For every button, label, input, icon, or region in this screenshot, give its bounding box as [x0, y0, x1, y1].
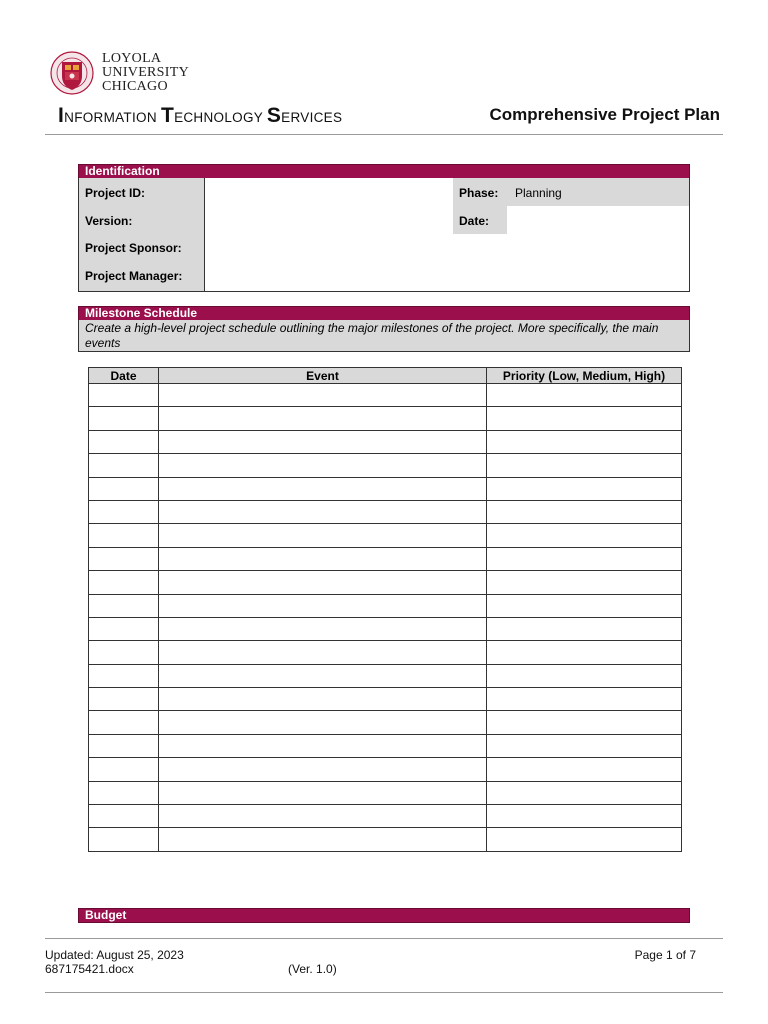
dept-initial-t: T — [160, 104, 175, 127]
phase-label: Phase: — [459, 186, 499, 200]
logo-line-3: CHICAGO — [102, 79, 168, 94]
date-label: Date: — [459, 214, 490, 228]
priority-cell[interactable] — [487, 664, 682, 687]
table-row — [89, 477, 682, 500]
priority-cell[interactable] — [487, 758, 682, 781]
date-cell[interactable] — [89, 547, 159, 570]
table-row — [89, 828, 682, 851]
footer-updated: Updated: August 25, 2023 — [45, 948, 184, 962]
table-row — [89, 571, 682, 594]
event-cell[interactable] — [159, 734, 487, 757]
table-row — [89, 594, 682, 617]
university-logo-text — [102, 52, 189, 94]
priority-cell[interactable] — [487, 594, 682, 617]
priority-cell[interactable] — [487, 407, 682, 430]
priority-cell[interactable] — [487, 477, 682, 500]
table-row — [89, 688, 682, 711]
footer-top-divider — [45, 938, 723, 939]
event-cell[interactable] — [159, 594, 487, 617]
footer-bottom-divider — [45, 992, 723, 993]
milestone-table-header — [89, 368, 682, 384]
column-header-priority: Priority (Low, Medium, High) — [487, 368, 682, 384]
table-row — [89, 641, 682, 664]
date-cell[interactable] — [89, 571, 159, 594]
budget-heading: Budget — [78, 908, 690, 923]
date-cell[interactable] — [89, 664, 159, 687]
event-cell[interactable] — [159, 617, 487, 640]
priority-cell[interactable] — [487, 828, 682, 851]
priority-cell[interactable] — [487, 571, 682, 594]
column-header-event: Event — [159, 368, 487, 384]
date-cell[interactable] — [89, 828, 159, 851]
event-cell[interactable] — [159, 781, 487, 804]
milestone-table-body — [89, 384, 682, 852]
table-row — [89, 430, 682, 453]
table-row — [89, 454, 682, 477]
priority-cell[interactable] — [487, 641, 682, 664]
event-cell[interactable] — [159, 454, 487, 477]
priority-cell[interactable] — [487, 454, 682, 477]
date-cell[interactable] — [89, 805, 159, 828]
priority-cell[interactable] — [487, 500, 682, 523]
footer-version: (Ver. 1.0) — [288, 962, 337, 976]
table-row — [89, 711, 682, 734]
identification-box — [78, 178, 690, 292]
logo-line-1: LOYOLA — [102, 51, 162, 66]
table-row — [89, 805, 682, 828]
dept-word-2: ECHNOLOGY — [174, 110, 267, 125]
priority-cell[interactable] — [487, 688, 682, 711]
logo-line-2: UNIVERSITY — [102, 65, 189, 80]
dept-initial-s: S — [266, 104, 282, 127]
table-row — [89, 524, 682, 547]
milestone-table — [88, 367, 682, 852]
table-row — [89, 500, 682, 523]
event-cell[interactable] — [159, 828, 487, 851]
event-cell[interactable] — [159, 384, 487, 407]
milestone-heading: Milestone Schedule — [78, 306, 690, 321]
event-cell[interactable] — [159, 641, 487, 664]
project-manager-label: Project Manager: — [85, 269, 183, 283]
priority-cell[interactable] — [487, 781, 682, 804]
date-cell[interactable] — [89, 430, 159, 453]
dept-word-3: ERVICES — [281, 110, 343, 125]
dept-word-1: NFORMATION — [64, 110, 161, 125]
date-cell[interactable] — [89, 617, 159, 640]
event-cell[interactable] — [159, 407, 487, 430]
milestone-description: Create a high-level project schedule outlining the major milestones of the project. More specifically, the main events — [78, 320, 690, 352]
phase-value[interactable]: Planning — [515, 186, 562, 200]
date-cell[interactable] — [89, 384, 159, 407]
date-cell[interactable] — [89, 758, 159, 781]
date-cell[interactable] — [89, 500, 159, 523]
event-cell[interactable] — [159, 500, 487, 523]
table-row — [89, 734, 682, 757]
version-label: Version: — [85, 214, 133, 228]
footer-filename: 687175421.docx — [45, 962, 134, 976]
table-row — [89, 758, 682, 781]
table-row — [89, 547, 682, 570]
date-cell[interactable] — [89, 688, 159, 711]
event-cell[interactable] — [159, 477, 487, 500]
university-seal-icon — [50, 50, 94, 96]
table-row — [89, 781, 682, 804]
priority-cell[interactable] — [487, 547, 682, 570]
dept-initial-i: I — [58, 104, 65, 127]
event-cell[interactable] — [159, 805, 487, 828]
document-title: Comprehensive Project Plan — [489, 105, 720, 124]
event-cell[interactable] — [159, 524, 487, 547]
table-row — [89, 664, 682, 687]
event-cell[interactable] — [159, 547, 487, 570]
event-cell[interactable] — [159, 711, 487, 734]
priority-cell[interactable] — [487, 734, 682, 757]
header-divider — [45, 134, 723, 135]
date-cell[interactable] — [89, 594, 159, 617]
priority-cell[interactable] — [487, 384, 682, 407]
date-cell[interactable] — [89, 641, 159, 664]
priority-cell[interactable] — [487, 805, 682, 828]
date-cell[interactable] — [89, 711, 159, 734]
table-row — [89, 407, 682, 430]
priority-cell[interactable] — [487, 430, 682, 453]
priority-cell[interactable] — [487, 711, 682, 734]
date-cell[interactable] — [89, 407, 159, 430]
date-cell[interactable] — [89, 454, 159, 477]
event-cell[interactable] — [159, 571, 487, 594]
footer-page-number: Page 1 of 7 — [634, 948, 696, 962]
event-cell[interactable] — [159, 664, 487, 687]
date-cell[interactable] — [89, 477, 159, 500]
event-cell[interactable] — [159, 688, 487, 711]
column-header-date: Date — [89, 368, 159, 384]
department-title — [58, 104, 342, 128]
identification-heading: Identification — [78, 164, 690, 179]
table-row — [89, 617, 682, 640]
table-row — [89, 384, 682, 407]
priority-cell[interactable] — [487, 524, 682, 547]
event-cell[interactable] — [159, 758, 487, 781]
date-cell[interactable] — [89, 734, 159, 757]
event-cell[interactable] — [159, 430, 487, 453]
priority-cell[interactable] — [487, 617, 682, 640]
project-sponsor-label: Project Sponsor: — [85, 241, 182, 255]
date-cell[interactable] — [89, 524, 159, 547]
date-cell[interactable] — [89, 781, 159, 804]
project-id-label: Project ID: — [85, 186, 146, 200]
